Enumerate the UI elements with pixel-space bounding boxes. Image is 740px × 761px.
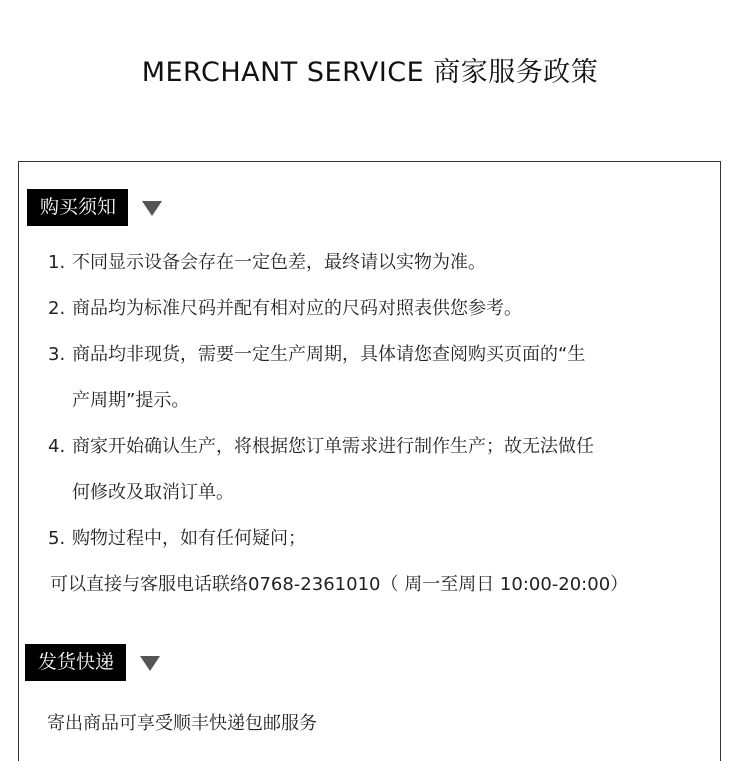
triangle-down-icon <box>142 201 162 216</box>
purchase-notes-header <box>27 189 162 226</box>
item-number: 2. <box>48 298 66 319</box>
list-item-continuation: 产周期”提示。 <box>72 390 190 411</box>
shipping-label: 发货快递 <box>25 644 126 681</box>
list-item <box>48 424 594 470</box>
list-item-continuation: 何修改及取消订单。 <box>72 482 234 503</box>
item-text: 商品均为标准尺码并配有相对应的尺码对照表供您参考。 <box>72 298 522 319</box>
triangle-down-icon <box>140 656 160 671</box>
list-item <box>48 332 585 378</box>
item-text: 商家开始确认生产，将根据您订单需求进行制作生产；故无法做任 <box>72 436 594 457</box>
contact-line: 可以直接与客服电话联络0768-2361010（ 周一至周日 10:00-20:00） <box>50 574 629 595</box>
item-number: 5. <box>48 528 66 549</box>
item-number: 1. <box>48 252 66 273</box>
item-text: 不同显示设备会存在一定色差，最终请以实物为准。 <box>72 252 486 273</box>
item-text: 购物过程中，如有任何疑问； <box>72 528 306 549</box>
list-item <box>48 516 306 562</box>
shipping-header <box>25 644 160 681</box>
list-item <box>48 240 486 286</box>
item-number: 3. <box>48 344 66 365</box>
shipping-description: 寄出商品可享受顺丰快递包邮服务 <box>47 713 317 734</box>
item-text: 商品均非现货，需要一定生产周期，具体请您查阅购买页面的“生 <box>72 344 586 365</box>
item-number: 4. <box>48 436 66 457</box>
purchase-notes-label: 购买须知 <box>27 189 128 226</box>
page-title: MERCHANT SERVICE 商家服务政策 <box>141 57 599 88</box>
list-item <box>48 286 522 332</box>
